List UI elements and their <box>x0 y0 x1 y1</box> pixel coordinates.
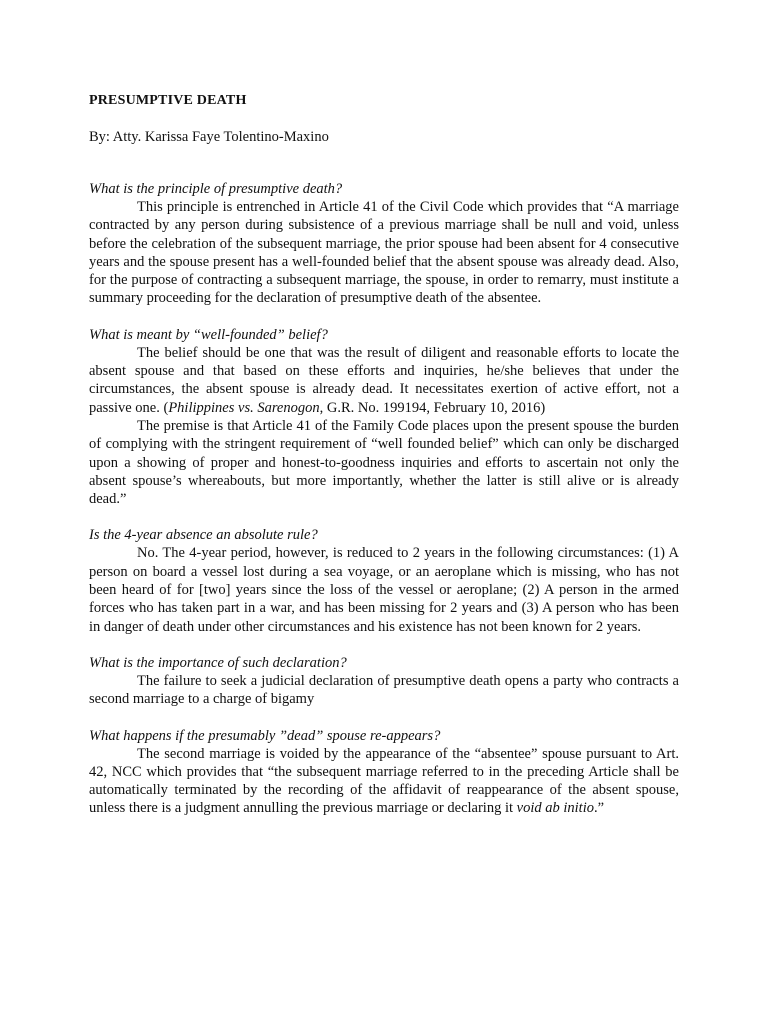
paragraph <box>89 344 679 417</box>
document-body <box>89 180 679 836</box>
question-heading: What happens if the presumably ”dead” spouse re-appears? <box>89 727 441 744</box>
section-principle <box>89 180 679 308</box>
section-four-year-rule <box>89 526 679 635</box>
section-importance <box>89 654 679 709</box>
question-heading: What is the importance of such declaration? <box>89 654 347 671</box>
question-heading: What is the principle of presumptive death? <box>89 181 343 197</box>
paragraph: No. The 4-year period, however, is reduced to 2 years in the following circumstances: (1) A person on board a vessel lost during a sea voyage, or an aeroplane which is missing, who has not been heard of for [two] years since the loss of the vessel or aeroplane; (2) A person in the armed forces who has taken part in a war, and has been missing for 2 years and (3) A person who has been in danger of death under other circumstances and his existence has not been known for 2 years. <box>89 545 679 635</box>
question-heading: What is meant by “well-founded” belief? <box>89 326 328 343</box>
document-title: PRESUMPTIVE DEATH <box>89 93 247 108</box>
latin-term: void ab initio <box>516 800 594 817</box>
author-byline: By: Atty. Karissa Faye Tolentino-Maxino <box>89 129 329 145</box>
paragraph-text: The second marriage is voided by the appearance of the “absentee” spouse pursuant to Art. 42, NCC which provides that “the subsequent marriage referred to in the preceding Article shall be automatically terminated by the recording of the affidavit of reappearance of the absent spouse, unless there is a judgment annulling the previous marriage or declaring it <box>89 745 679 817</box>
document-page <box>89 0 679 1024</box>
paragraph-text: .” <box>593 800 605 817</box>
section-reappearance <box>89 727 679 818</box>
paragraph: The premise is that Article 41 of the Family Code places upon the present spouse the burden of complying with the stringent requirement of “well founded belief” which can only be discharged upon a showing of proper and honest-to-goodness inquiries and efforts to ascertain not only the absent spouse’s whereabouts, but more importantly, whether the latter is still alive or is already dead.” <box>89 417 679 508</box>
section-well-founded-belief <box>89 326 679 509</box>
paragraph: This principle is entrenched in Article 41 of the Civil Code which provides that “A marriage contracted by any person during subsistence of a previous marriage shall be null and void, unless before the celebration of the subsequent marriage, the prior spouse had been absent for 4 consecutive years and the spouse present has a well-founded belief that the absent spouse was already dead. Also, for the purpose of contracting a subsequent marriage, the spouse, in order to remarry, must institute a summary proceeding for the declaration of presumptive death of the absentee. <box>89 199 679 307</box>
question-heading: Is the 4-year absence an absolute rule? <box>89 527 318 544</box>
case-citation: Philippines vs. Sarenogon <box>168 399 320 416</box>
paragraph-text: , G.R. No. 199194, February 10, 2016) <box>319 399 546 416</box>
paragraph-text: The belief should be one that was the result of diligent and reasonable efforts to locate the absent spouse and that based on these efforts and inquiries, he/she believes that under the circumstances, the absent spouse is already dead. It necessitates exertion of active effort, not a passive one. ( <box>89 344 679 416</box>
paragraph <box>89 745 679 818</box>
paragraph: The failure to seek a judicial declaration of presumptive death opens a party who contracts a second marriage to a charge of bigamy <box>89 672 679 708</box>
